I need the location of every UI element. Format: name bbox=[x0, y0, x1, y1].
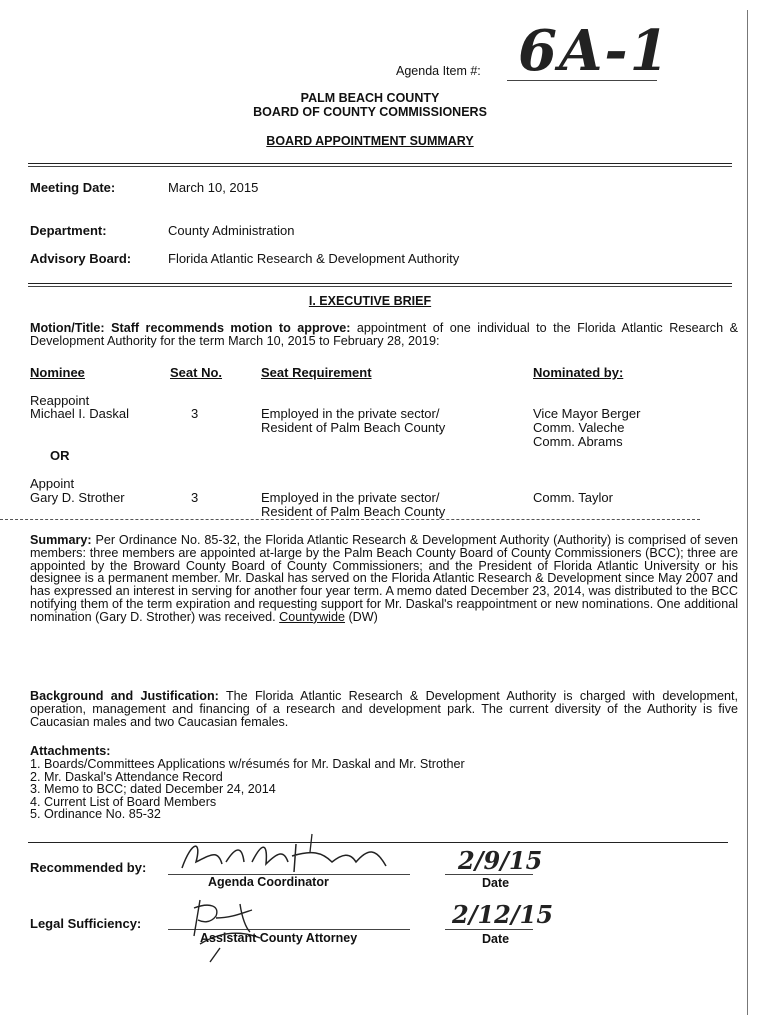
row1-nominated-by-3: Comm. Abrams bbox=[533, 434, 623, 449]
background-paragraph bbox=[30, 690, 738, 728]
recommended-date-value: 2/9/15 bbox=[458, 846, 543, 875]
executive-brief-heading: I. EXECUTIVE BRIEF bbox=[308, 294, 432, 308]
attachment-item: 2. Mr. Daskal's Attendance Record bbox=[30, 769, 223, 784]
row1-nominee: Michael I. Daskal bbox=[30, 406, 129, 421]
row2-action: Appoint bbox=[30, 476, 75, 491]
col-header-nominated-by: Nominated by: bbox=[533, 365, 624, 380]
assistant-county-attorney-label: Assistant County Attorney bbox=[200, 931, 358, 945]
divider-top bbox=[28, 163, 732, 164]
row2-nominee: Gary D. Strother bbox=[30, 490, 125, 505]
advisory-board-label: Advisory Board: bbox=[30, 251, 132, 266]
summary-label: Summary: bbox=[30, 533, 92, 547]
department-label: Department: bbox=[30, 223, 107, 238]
or-separator: OR bbox=[50, 448, 70, 463]
col-header-nominee: Nominee bbox=[30, 365, 85, 380]
row1-requirement-2: Resident of Palm Beach County bbox=[261, 420, 446, 435]
agenda-item-label: Agenda Item #: bbox=[396, 64, 481, 78]
background-label: Background and Justification: bbox=[30, 689, 219, 703]
col-header-seat: Seat No. bbox=[170, 365, 223, 380]
meeting-date-value: March 10, 2015 bbox=[168, 180, 259, 195]
county-name: PALM BEACH COUNTY bbox=[300, 91, 440, 105]
legal-date-label: Date bbox=[482, 932, 510, 946]
document-title: BOARD APPOINTMENT SUMMARY bbox=[266, 134, 474, 148]
attachment-item: 5. Ordinance No. 85-32 bbox=[30, 807, 161, 822]
legal-signature bbox=[180, 888, 340, 966]
divider-mid bbox=[28, 283, 732, 284]
attachments-list bbox=[30, 758, 465, 821]
agenda-item-number: 6A-1 bbox=[518, 18, 671, 84]
recommended-by-label: Recommended by: bbox=[30, 860, 147, 875]
motion-label: Motion/Title: Staff recommends motion to approve: bbox=[30, 321, 351, 335]
recommended-date-label: Date bbox=[482, 876, 510, 890]
col-header-requirement: Seat Requirement bbox=[261, 365, 372, 380]
advisory-board-value: Florida Atlantic Research & Development Authority bbox=[168, 251, 460, 266]
meeting-date-label: Meeting Date: bbox=[30, 180, 116, 195]
divider-mid-2 bbox=[28, 286, 732, 287]
row2-seat: 3 bbox=[191, 490, 199, 505]
attachments-label: Attachments: bbox=[30, 744, 111, 758]
summary-text: Per Ordinance No. 85-32, the Florida Atlantic Research & Development Authority (Authority) is comprised of seven members: three members are appointed at-large by the Palm Beach County Board of County Commissioners (BCC); three are appointed by the Broward County Board of County Commissioners; and the President of Florida Atlantic University or his designee is a permanent member. Mr. Daskal has served on the Florida Atlantic Research & Development since May 2007 and has expressed an interest in serving for another four year term. A memo dated December 23, 2014, was distributed to the BCC notifying them of the term expiration and requesting support for Mr. Daskal's reappointment or new nominations. One additional nomination (Gary D. Strother) was received. bbox=[30, 533, 738, 624]
legal-date-line bbox=[445, 929, 533, 930]
summary-dw: (DW) bbox=[344, 609, 378, 624]
agenda-coordinator-label: Agenda Coordinator bbox=[208, 875, 329, 889]
table-dashed-divider bbox=[0, 519, 700, 520]
motion-text: appointment of one individual to the Florida Atlantic Research & Development Authority for the term March 10, 2015 to February 28, 2019: bbox=[30, 321, 738, 348]
recommended-signature bbox=[172, 832, 412, 878]
row1-nominated-by-2: Comm. Valeche bbox=[533, 420, 625, 435]
legal-sufficiency-label: Legal Sufficiency: bbox=[30, 916, 142, 931]
department-value: County Administration bbox=[168, 223, 295, 238]
attachment-item: 3. Memo to BCC; dated December 24, 2014 bbox=[30, 782, 276, 797]
summary-paragraph bbox=[30, 534, 738, 624]
row2-requirement-2: Resident of Palm Beach County bbox=[261, 504, 446, 519]
row2-requirement-1: Employed in the private sector/ bbox=[261, 490, 440, 505]
attachment-item: 4. Current List of Board Members bbox=[30, 794, 217, 809]
divider-top-2 bbox=[28, 166, 732, 167]
scan-edge-line bbox=[747, 10, 748, 1015]
countywide-label: Countywide bbox=[279, 609, 345, 624]
motion-paragraph bbox=[30, 322, 738, 348]
legal-date-value: 2/12/15 bbox=[452, 900, 554, 929]
row2-nominated-by-1: Comm. Taylor bbox=[533, 490, 613, 505]
background-text: The Florida Atlantic Research & Development Authority is charged with development, operation, management and financing of a research and development park. The current diversity of the Authority is five Caucasian males and two Caucasian females. bbox=[30, 689, 738, 729]
row1-nominated-by-1: Vice Mayor Berger bbox=[533, 406, 641, 421]
row1-seat: 3 bbox=[191, 406, 199, 421]
board-name: BOARD OF COUNTY COMMISSIONERS bbox=[253, 105, 487, 119]
attachment-item: 1. Boards/Committees Applications w/résumés for Mr. Daskal and Mr. Strother bbox=[30, 757, 465, 771]
row1-requirement-1: Employed in the private sector/ bbox=[261, 406, 440, 421]
row1-action: Reappoint bbox=[30, 393, 90, 408]
